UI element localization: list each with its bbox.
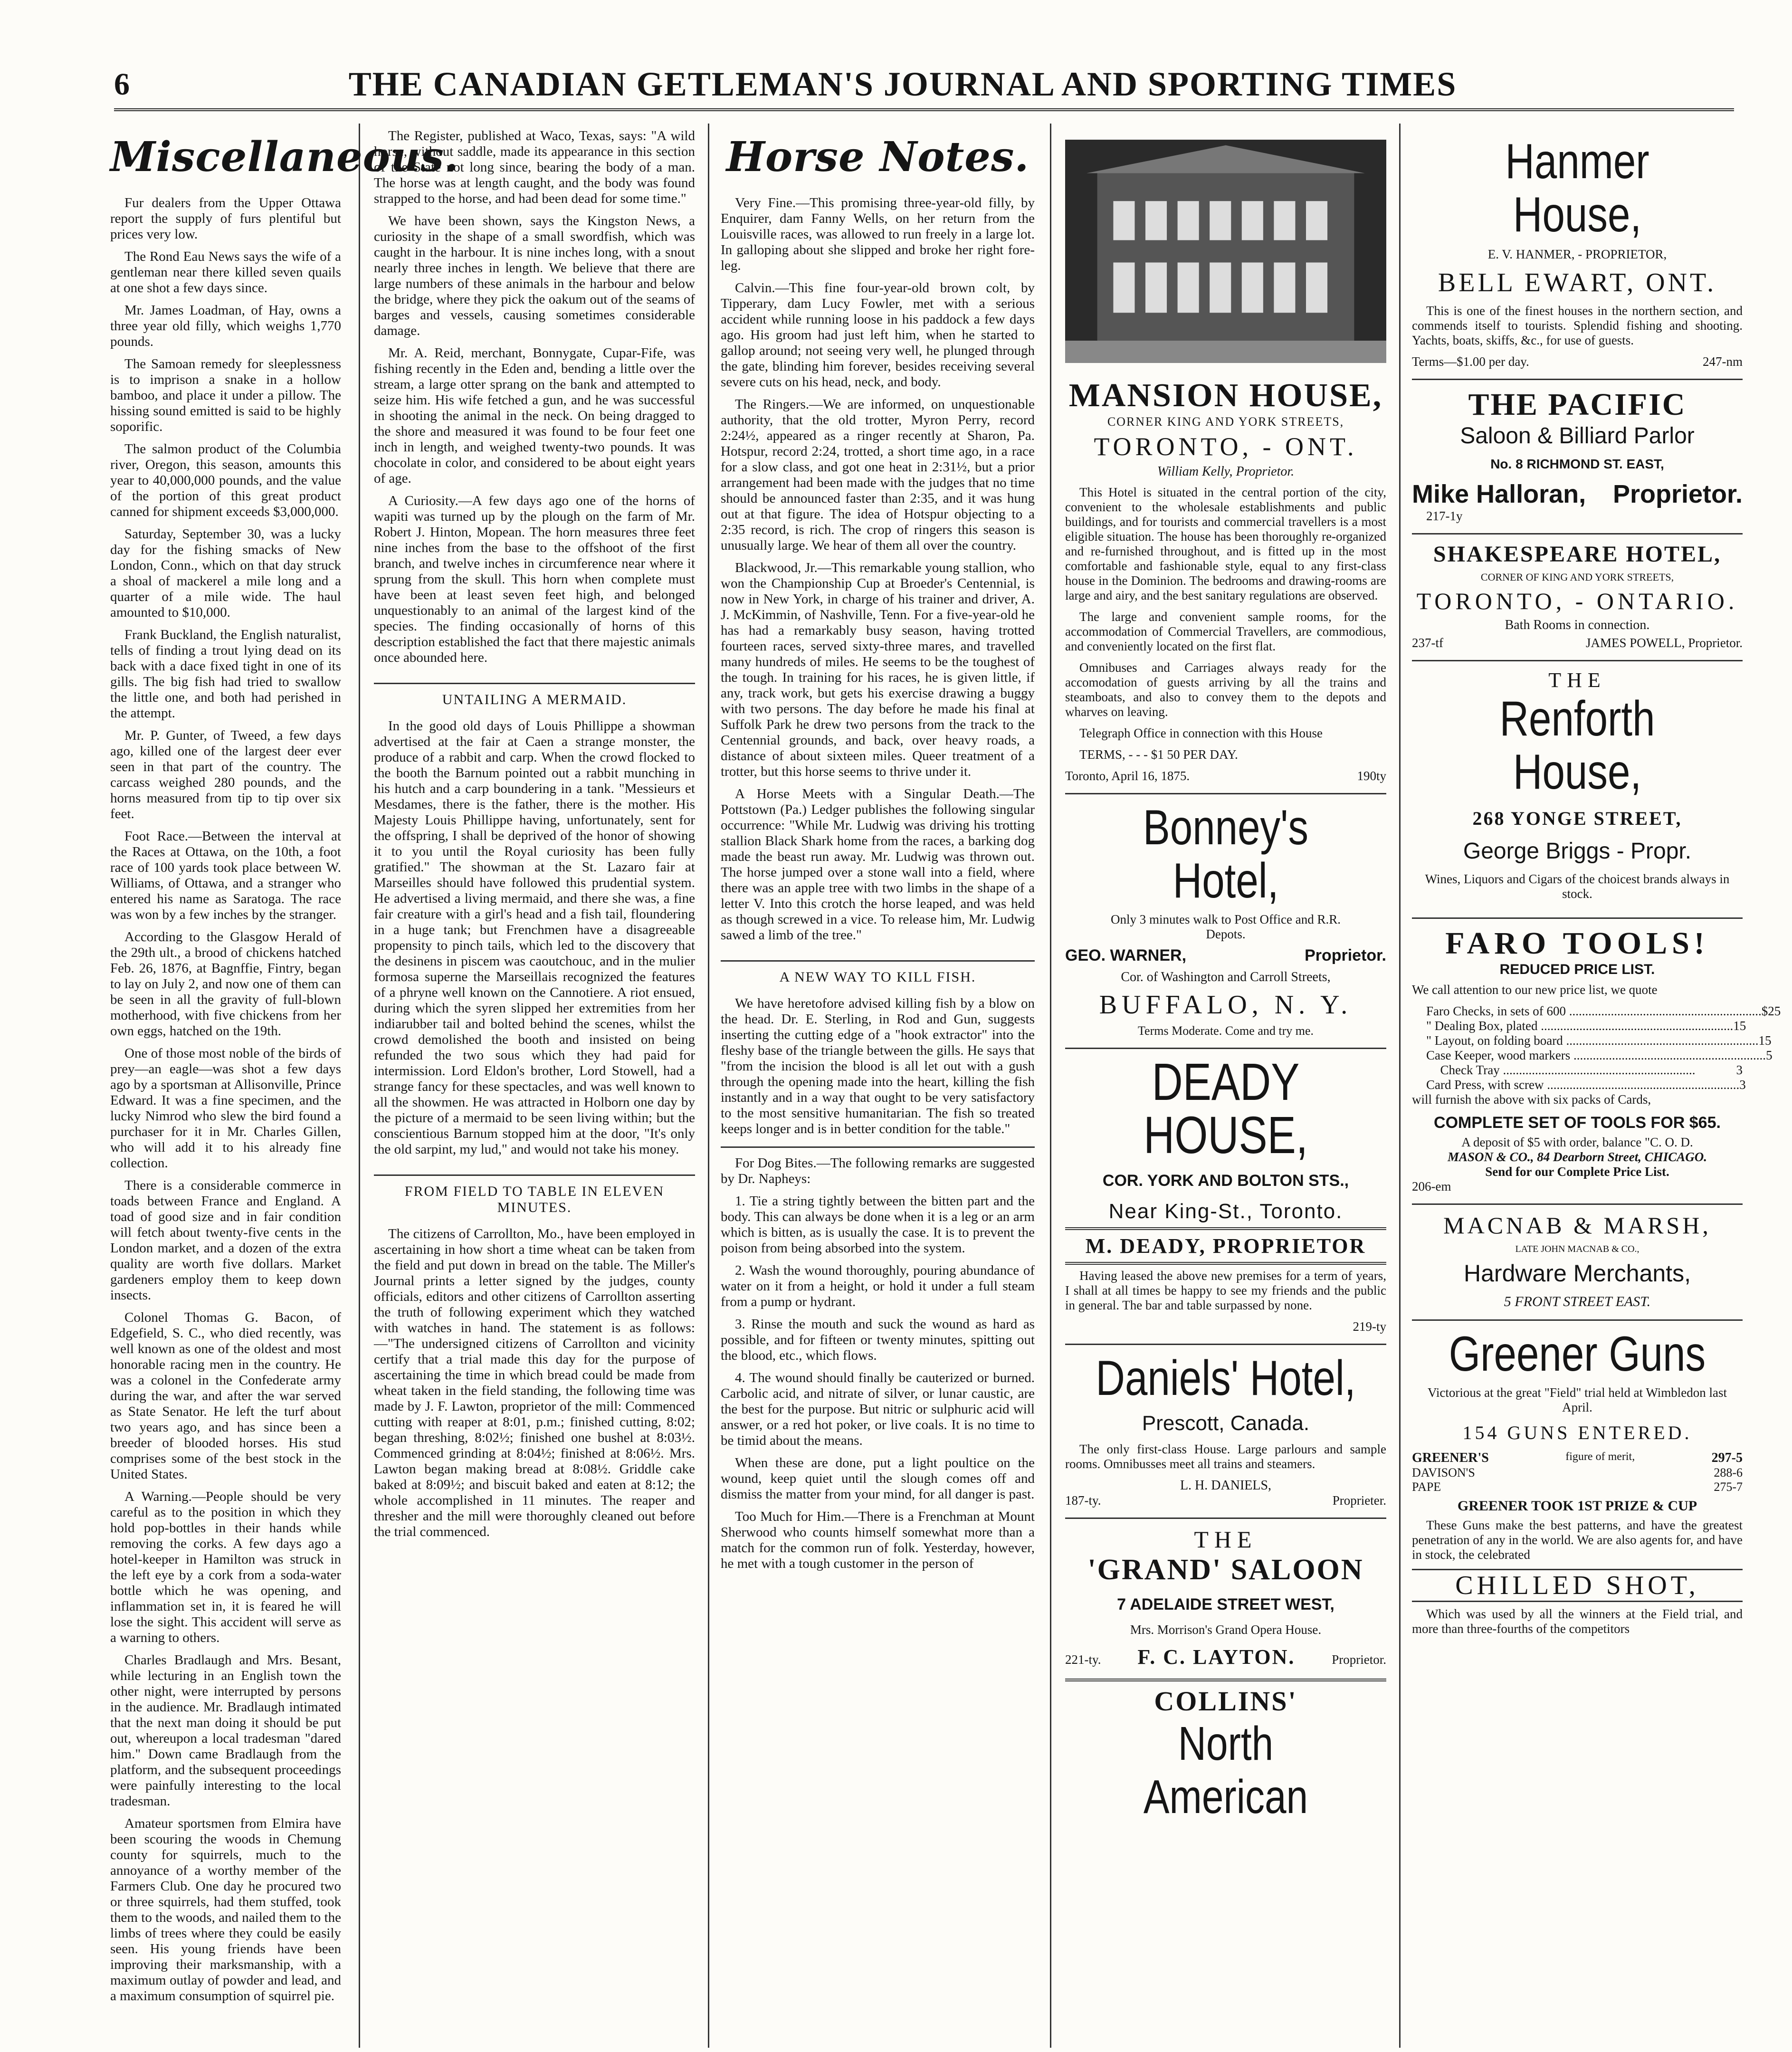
article-paragraph: For Dog Bites.—The following remarks are suggested by Dr. Napheys: — [721, 1155, 1035, 1186]
price-row — [1426, 1033, 1772, 1048]
price-row — [1426, 1019, 1746, 1033]
article-paragraph: 1. Tie a string tightly between the bitten part and the body. This can always be done when it is a leg or an arm which is bitten, as is usually the case. It is to prevent the poison from being absorbed into the system. — [721, 1193, 1035, 1256]
ad-address: CORNER OF KING AND YORK STREETS, — [1480, 571, 1674, 583]
ad-owner: F. C. LAYTON. — [1137, 1645, 1296, 1669]
ad-body: These Guns make the best patterns, and have the greatest penetration of any in the world. We are also agents for, and have in stock, the celebrated — [1412, 1518, 1743, 1562]
column-divider — [1050, 124, 1051, 2048]
ad-title: FARO TOOLS! — [1445, 926, 1709, 961]
ad-code: 190ty — [1357, 769, 1386, 783]
article-paragraph: 2. Wash the wound thoroughly, pouring abundance of water on it from a height, or hold it under a full steam from a pump or hydrant. — [721, 1263, 1035, 1309]
article-paragraph: Colonel Thomas G. Bacon, of Edgefield, S. C., who died recently, was well known as one of the oldest and most honorable racing men in the country. He was a colonel in the Confederate army during the war, and after the war served as State Senator. He left the turf about two years ago, and has since been a breeder of blooded horses. His stud comprises some of the best stock in the United States. — [110, 1310, 341, 1482]
article-list — [721, 195, 1035, 943]
ad-city: TORONTO, - ONT. — [1094, 432, 1358, 461]
article-paragraph: Fur dealers from the Upper Ottawa report the supply of furs plentiful but prices very low. — [110, 195, 341, 242]
ad-faro-tools — [1412, 919, 1781, 1205]
result-score: 297-5 — [1711, 1451, 1743, 1465]
article-paragraph: The citizens of Carrollton, Mo., have been employed in ascertaining in how short a time wheat can be taken from the field and put down in bread on the table. The Miller's Journal prints a letter signed by the judges, county officials, editors and other citizens of Carrollton asserting the truth of following experiment which they watched with watches in hand. The statement is as follows: —"The undersigned citizens of Carrollton and vicinity certify that a trial made this day for the purpose of ascertaining the time in which bread could be made from wheat taken in the field standing, the following time was made by J. F. Lawton, proprietor of the mill: Commenced cutting with reaper at 8:01, p.m.; finished cutting, 8:02; began threshing, 8:02½; finished one bushel at 8:03½. Commenced grinding at 8:04½; finished at 8:06½. Mrs. Lawton began making bread at 8:08½. Griddle cake baked at 8:09½; and biscuit baked and eaten at 8:12; the whole accomplished in 11 minutes. The reaper and thresher and the mill were thoroughly cleaned out before the trial commenced. — [374, 1226, 695, 1539]
article-paragraph: Very Fine.—This promising three-year-old filly, by Enquirer, dam Fanny Wells, on her return from the Louisville races, was allowed to run freely in a large lot. In galloping about she slipped and broke her right fore-leg. — [721, 195, 1035, 273]
article-paragraph: 3. Rinse the mouth and suck the wound as hard as possible, and for fifteen or twenty minutes, spitting out the blood, etc., which flows. — [721, 1317, 1035, 1363]
ad-code: 247-nm — [1703, 354, 1743, 369]
ad-body: will furnish the above with six packs of Cards, — [1412, 1092, 1651, 1107]
price-row — [1426, 1048, 1773, 1063]
ad-daniels-hotel — [1065, 1345, 1386, 1519]
ad-the-pacific — [1412, 380, 1743, 534]
ad-title: DEADY HOUSE, — [1144, 1053, 1308, 1164]
ad-address: 5 FRONT STREET EAST. — [1504, 1294, 1651, 1309]
ad-code: 237-tf — [1412, 636, 1443, 650]
article-subheading: FROM FIELD TO TABLE IN ELEVEN MINUTES. — [374, 1174, 695, 1216]
result-note: figure of merit, — [1565, 1451, 1635, 1463]
ad-mansion-house — [1065, 128, 1386, 794]
article-paragraph: In the good old days of Louis Phillippe a showman advertised at the fair at Caen a strange monster, the produce of a rabbit and carp. When the crowd flocked to the booth the Barnum pointed out a rabbit munching in his hutch and a carp boundering in a tank. "Messieurs et Mesdames, there is the father, there is the mother. His Majesty Louis Phillippe having, unfortunately, sent for the offspring, I shall be deprived of the honor of showing it to you until the Royal curiosity has been fully gratified." The showman at the St. Lazaro fair at Marseilles should have followed this prudential system. He advertised a living mermaid, and there she was, a fine fair creature with a girl's head and a fish tail, floundering in a huge tank; but Frenchmen have a disagreeable propensity to pinch tails, which led to the discovery that the desinens in piscem was caoutchouc, and in the mulier formosa superne the Marseillais recognized the features of a phryne well known on the Cannotiere. A riot ensued, during which the syren slipped her extremities from her indiarubber tail and bolted behind the scenes, whilst the crowd demolished the booth and insisted on being refunded the two sous which they had paid for intermission. Lord Eldon's brother, Lord Stowell, had a strange fancy for these spectacles, and was well known to all the showmen. He was attracted in Holborn one day by the picture of a mermaid to be seen living within; but the conscientious Barnum stopped him at the door, "It's only the old sarpint, my lud," and would not take his money. — [374, 718, 695, 1157]
column-articles — [363, 128, 705, 2048]
ad-owner: Mike Halloran, — [1412, 480, 1586, 508]
ad-title: Greener Guns — [1449, 1327, 1706, 1382]
ad-body: We call attention to our new price list, we quote — [1412, 983, 1658, 997]
ad-owner: L. H. DANIELS, — [1180, 1478, 1272, 1493]
ad-proprietor: William Kelly, Proprietor. — [1157, 464, 1295, 479]
ad-address: MASON & CO., 84 Dearborn Street, CHICAGO. — [1447, 1150, 1707, 1164]
divider — [721, 1146, 1035, 1148]
ad-role: Proprietor. — [1305, 946, 1386, 964]
result-name: DAVISON'S — [1412, 1466, 1475, 1479]
ad-code: 206-em — [1412, 1179, 1451, 1193]
article-paragraph: The salmon product of the Columbia river, Oregon, this season, amounts this year to 40,000,000 pounds, and the value of the portion of this great product canned for shipment exceeds $3,000,000. — [110, 441, 341, 519]
ad-grand-saloon — [1065, 1519, 1386, 1833]
article-paragraph: Frank Buckland, the English naturalist, tells of finding a trout lying dead on its back with a dace fixed tight in one of its gills. The big fish had tried to swallow the little one, and both had perished in the attempt. — [110, 627, 341, 721]
ad-role: Proprieter. — [1332, 1493, 1386, 1508]
price-value: $25 — [1761, 1004, 1781, 1018]
ad-late: LATE JOHN MACNAB & CO., — [1515, 1244, 1639, 1254]
ad-body: The only first-class House. Large parlours and sample rooms. Omnibusses meet all trains and steamers. — [1065, 1442, 1386, 1471]
column-hotel-ads — [1055, 128, 1397, 2048]
ad-address: Cor. of Washington and Carroll Streets, — [1121, 970, 1331, 984]
section-heading: Horse Notes. — [726, 133, 1029, 181]
price-value: 5 — [1766, 1048, 1773, 1062]
ad-body: Victorious at the great "Field" trial held at Wimbledon last April. — [1428, 1385, 1727, 1414]
article-list — [721, 996, 1035, 1137]
article-paragraph: We have been shown, says the Kingston News, a curiosity in the shape of a small swordfish, which was caught in the harbour. It is nine inches long, with a snout nearly three inches in length. We believe that there are large numbers of these animals in the harbour and below the bridge, where they pick the oakum out of the seams of barges and vessels, causing sometimes considerable damage. — [374, 213, 695, 338]
ad-trade: Hardware Merchants, — [1464, 1260, 1691, 1287]
price-value: 15 — [1733, 1019, 1746, 1033]
ad-role: Proprietor. — [1612, 480, 1743, 508]
article-paragraph: A Horse Meets with a Singular Death.—The Pottstown (Pa.) Ledger publishes the following singular occurrence: "While Mr. Ludwig was driving his trotting stallion Black Shark home from the races, a barking dog made the beast run away. Mr. Ludwig was thrown out. The horse jumped over a stone wall into a field, where there was an apple tree with two limbs in the shape of a letter V. Into this crotch the horse leaped, and was held as though screwed in a vice. To release him, Mr. Ludwig sawed a limb of the tree." — [721, 786, 1035, 943]
price-item: Case Keeper, wood markers ............................................................ — [1426, 1048, 1766, 1062]
article-paragraph: According to the Glasgow Herald of the 29th ult., a brood of chickens hatched Feb. 26, 1876, at Bagnffie, Fintry, began to lay on July 2, and now one of them can be seen in all the gravity of full-blown motherhood, with five chickens from her own eggs, hatched on the 19th. — [110, 929, 341, 1039]
ad-prefix: THE — [1194, 1526, 1258, 1553]
article-paragraph: A Curiosity.—A few days ago one of the horns of wapiti was turned up by the plough on the farm of Mr. Robert J. Hinton, Mopean. The horn measures three feet nine inches from the base to the offshoot of the first branch, and twelve inches in circumference near where it sprung from the skull. This horn when complete must have been at least seven feet high, and belonged unquestionably to an animal of the largest kind of the species. The finding occasionally of horns of this description established the fact that there majestic animals once abounded here. — [374, 493, 695, 665]
ad-title: Bonney's Hotel, — [1143, 800, 1309, 908]
article-paragraph: When these are done, put a light poultice on the wound, keep quiet until the slough comes off and dismiss the matter from your mind, for all danger is past. — [721, 1455, 1035, 1502]
ad-offer: COMPLETE SET OF TOOLS FOR $65. — [1434, 1114, 1721, 1132]
ad-proprietor: M. DEADY, PROPRIETOR — [1085, 1234, 1366, 1258]
divider — [1065, 1679, 1386, 1681]
ad-deposit: A deposit of $5 with order, balance "C. O. D. — [1461, 1135, 1693, 1149]
ad-subtitle: Saloon & Billiard Parlor — [1460, 423, 1695, 449]
article-paragraph: Mr. James Loadman, of Hay, owns a three year old filly, which weighs 1,770 pounds. — [110, 303, 341, 349]
ad-city: TORONTO, - ONTARIO. — [1416, 588, 1738, 614]
ad-title: 'GRAND' SALOON — [1087, 1554, 1364, 1586]
divider — [1065, 1262, 1386, 1265]
ad-terms: TERMS, - - - $1 50 PER DAY. — [1079, 747, 1238, 762]
ad-title: COLLINS' — [1154, 1686, 1297, 1717]
price-item: " Dealing Box, plated ............................................................ — [1426, 1019, 1734, 1033]
ad-address: No. 8 RICHMOND ST. EAST, — [1490, 457, 1664, 471]
price-value: 15 — [1758, 1033, 1772, 1048]
result-name: PAPE — [1412, 1480, 1441, 1494]
ad-owner: George Briggs - Propr. — [1463, 839, 1692, 864]
page-header — [43, 57, 1763, 114]
ad-owner: JAMES POWELL, Proprietor. — [1586, 636, 1743, 650]
ad-address: CORNER KING AND YORK STREETS, — [1107, 415, 1344, 429]
ad-subtitle: REDUCED PRICE LIST. — [1499, 962, 1655, 977]
ad-code: 217-1y — [1426, 509, 1463, 523]
ad-title: Daniels' Hotel, — [1096, 1351, 1356, 1406]
page-number: 6 — [114, 67, 130, 102]
article-paragraph: 4. The wound should finally be cauterized or burned. Carbolic acid, and nitrate of silver, or lunar caustic, are the best for the purpose. But nitric or sulphuric acid will answer, or a red hot poker, or live coals. It is no time to be timid about the means. — [721, 1370, 1035, 1448]
ad-code: 219-ty — [1353, 1319, 1386, 1334]
article-paragraph: Calvin.—This fine four-year-old brown colt, by Tipperary, dam Lucy Fowler, met with a serious accident while running loose in his paddock a few days ago. His groom had just left him, when he started to gallop around; not seeing very well, he plunged through the gate, blinding him forever, besides receiving several severe cuts on his head, neck, and body. — [721, 280, 1035, 390]
article-paragraph: The Ringers.—We are informed, on unquestionable authority, that the old trotter, Myron Perry, record 2:24½, appeared as a ringer recently at Sharon, Pa. Hotspur, record 2:24, trotted, a short time ago, in a race for a slow class, and got one heat in 2:31½, but a prior arrangement had been made with the judges that no time should be announced faster than 2:35, and it was hung out at that figure. The idea of Hotspur objecting to a 2:35 record, is rich. The crop of ringers this season is unusually large. We hear of them all over the country. — [721, 397, 1035, 553]
price-list — [1412, 1004, 1781, 1092]
ad-owner: E. V. HANMER, - PROPRIETOR, — [1487, 247, 1667, 261]
ad-bath: Bath Rooms in connection. — [1505, 618, 1650, 632]
ad-near: Mrs. Morrison's Grand Opera House. — [1130, 1623, 1322, 1637]
article-paragraph: The Register, published at Waco, Texas, says: "A wild horse, without saddle, made its appearance in this section of the State not long since, bearing the body of a man. The horse was at length caught, and the body was found strapped to the horse, and had been dead for some time." — [374, 128, 695, 206]
price-item: Check Tray ............................................................ — [1440, 1063, 1696, 1077]
ad-hanmer-house — [1412, 128, 1743, 380]
price-row — [1426, 1078, 1746, 1092]
article-list — [374, 1226, 695, 1540]
ad-entered: 154 GUNS ENTERED. — [1462, 1422, 1692, 1443]
article-paragraph: Mr. P. Gunter, of Tweed, a few days ago, killed one of the largest deer ever seen in that part of the country. The carcass weighed 280 pounds, and the horns measured from tip to tip over six feet. — [110, 728, 341, 821]
masthead-title: THE CANADIAN GETLEMAN'S JOURNAL AND SPORTING TIMES — [348, 65, 1457, 103]
article-paragraph: We have heretofore advised killing fish by a blow on the head. Dr. E. Sterling, in Rod and Gun, suggests inserting the cutting edge of a "hook extractor" into the fleshy base of the triangle between the gills. He says that "from the incision the blood is all let out with a gush through the opening made into the heart, killing the fish instantly and in a way that ought to be very satisfactory to the most sensitive humanitarian. The fish so treated keeps longer and is in better condition for the table." — [721, 996, 1035, 1136]
ad-shakespeare-hotel — [1412, 534, 1743, 661]
price-value: 3 — [1739, 1078, 1746, 1092]
article-paragraph: Too Much for Him.—There is a Frenchman at Mount Sherwood who counts himself somewhat more than a match for the common run of folk. Yesterday, however, he met with a tough customer in the person of — [721, 1509, 1035, 1571]
column-divider — [708, 124, 709, 2048]
ad-renforth-house — [1412, 661, 1743, 919]
ad-terms: Terms Moderate. Come and try me. — [1137, 1024, 1314, 1038]
ad-role: Proprietor. — [1332, 1652, 1386, 1667]
ad-prefix: THE — [1548, 668, 1606, 692]
ad-body: Omnibuses and Carriages always ready for the accomodation of guests arriving by all the trains and steamboats, and also to convey them to the depots and wharves on leaving. — [1065, 660, 1386, 719]
result-name: GREENER'S — [1412, 1451, 1489, 1465]
article-subheading: A NEW WAY TO KILL FISH. — [721, 960, 1035, 985]
article-paragraph: The Rond Eau News says the wife of a gentleman near there killed seven quails at one shot a few days since. — [110, 249, 341, 296]
price-item: Card Press, with screw ............................................................ — [1426, 1078, 1740, 1092]
article-list — [721, 1155, 1035, 1572]
ad-body: Which was used by all the winners at the Field trial, and more than three-fourths of the competitors — [1412, 1607, 1743, 1636]
ad-telegraph: Telegraph Office in connection with this House — [1079, 726, 1323, 740]
article-list — [374, 718, 695, 1157]
article-paragraph: Blackwood, Jr.—This remarkable young stallion, who won the Championship Cup at Broeder's Centennial, is now in New York, in charge of his trainer and driver, A. J. McKimmin, of Nashville, Tenn. For a five-year-old he has had a remarkably busy season, having trotted fourteen races, served sixty-three mares, and travelled many hundreds of miles. He seems to be the toughest of the tough. In training for his races, he is given little, if any, track work, but gets his exercise drawing a buggy with two persons. The day before he made his final at Suffolk Park he drew two persons from the track to the Centennial grounds, and back, over heavy roads, a distance of about sixteen miles. Queer treatment of a trotter, but this horse seems to thrive under it. — [721, 560, 1035, 779]
article-subheading: UNTAILING A MERMAID. — [374, 683, 695, 708]
ad-product: CHILLED SHOT, — [1412, 1569, 1743, 1602]
ad-body: Having leased the above new premises for a term of years, I shall at all times be happy to see my friends and the public in general. The bar and table surpassed by none. — [1065, 1269, 1386, 1312]
ad-prize: GREENER TOOK 1ST PRIZE & CUP — [1457, 1498, 1697, 1514]
result-score: 275-7 — [1714, 1480, 1743, 1494]
article-paragraph: Foot Race.—Between the interval at the Races at Ottawa, on the 10th, a foot race of 100 yards took place between W. Williams, of Ottawa, and a stranger who entered his name as Saratoga. The race was won by a few inches by the stranger. — [110, 829, 341, 922]
ad-title: THE PACIFIC — [1468, 387, 1687, 422]
ad-code: 187-ty. — [1065, 1493, 1101, 1508]
ad-macnab-marsh — [1412, 1205, 1743, 1321]
price-row — [1426, 1004, 1781, 1019]
ad-body: Only 3 minutes walk to Post Office and R.R. Depots. — [1111, 912, 1341, 941]
ad-address: 268 YONGE STREET, — [1472, 808, 1682, 829]
ad-body: The large and convenient sample rooms, for the accommodation of Commercial Travellers, are commodious, and conveniently located on the first flat. — [1065, 610, 1386, 653]
ad-owner: GEO. WARNER, — [1065, 946, 1187, 964]
ad-greener-guns — [1412, 1321, 1743, 1652]
article-paragraph: There is a considerable commerce in toads between France and England. A toad of good size and in fair condition will fetch about twenty-five cents in the London market, and a dozen of the extra quality are worth five dollars. Market gardeners employ them to keep down insects. — [110, 1178, 341, 1303]
price-item: Faro Checks, in sets of 600 ............................................................ — [1426, 1004, 1762, 1018]
article-paragraph: A Warning.—People should be very careful as to the position in which they hold pop-bottles in their hands while removing the corks. A few days ago a hotel-keeper in Hamilton was struck in the left eye by a cork from a soda-water bottle which he was opening, and inflammation set in, it is feared he will lose the sight. This accident will serve as a warning to others. — [110, 1489, 341, 1645]
article-paragraph: The Samoan remedy for sleeplessness is to imprison a snake in a hollow bamboo, and place it under a pillow. The hissing sound emitted is said to be highly soporific. — [110, 356, 341, 434]
ad-city: Prescott, Canada. — [1142, 1412, 1310, 1435]
ad-title: SHAKESPEARE HOTEL, — [1433, 542, 1722, 567]
ad-title: MANSION HOUSE, — [1068, 377, 1383, 414]
article-paragraph: Mr. A. Reid, merchant, Bonnygate, Cupar-Fife, was fishing recently in the Eden and, bending a little over the stream, a large otter sprang on the bank and attempted to seize him. His wife fetched a gun, and he was successful in shooting the animal in the neck. On being dragged to the shore and measured it was found to be four feet one inch in length, and weighed twenty-two pounds. It was chocolate in color, and considered to be about eight years of age. — [374, 345, 695, 486]
article-list — [110, 195, 341, 2004]
building-engraving-icon — [1065, 140, 1386, 363]
ad-subtitle: North American — [1143, 1717, 1308, 1823]
ad-body: This Hotel is situated in the central portion of the city, convenient to the wholesale establishments and public buildings, and for tourists and commercial travellers is a most eligible situation. The house has been thoroughly re-organized and re-furnished throughout, and is fitted up in the most comfortable and fashionable style, equal to any first-class house in the Dominion. The bedrooms and drawing-rooms are large and airy, and the best sanitary regulations are observed. — [1065, 485, 1386, 602]
article-paragraph: Charles Bradlaugh and Mrs. Besant, while lecturing in an English town the other night, were interrupted by persons in the audience. Mr. Bradlaugh intimated that the next man doing it should be put out, whereupon a local tradesman "dared him." Down came Bradlaugh from the platform, and the subsequent proceedings were painfully interesting to the local tradesman. — [110, 1652, 341, 1809]
article-paragraph: Saturday, September 30, was a lucky day for the fishing smacks of New London, Conn., which on that day struck a shoal of mackerel a mile long and a quarter of a mile wide. The haul amounted to $10,000. — [110, 526, 341, 620]
ad-body: This is one of the finest houses in the northern section, and commends itself to tourists. Splendid fishing and shooting. Yachts, boats, skiffs, &c., for use of guests. — [1412, 304, 1743, 347]
column-horse-notes — [710, 128, 1045, 2048]
ad-title: MACNAB & MARSH, — [1443, 1212, 1711, 1239]
ad-bonneys-hotel — [1065, 794, 1386, 1049]
header-rule — [114, 108, 1734, 111]
ad-title: Hanmer House, — [1505, 134, 1649, 242]
result-score: 288-6 — [1714, 1466, 1743, 1479]
ad-city: BUFFALO, N. Y. — [1099, 990, 1353, 1020]
section-heading: Miscellaneous. — [110, 133, 459, 181]
price-value: 3 — [1736, 1063, 1743, 1077]
ad-send: Send for our Complete Price List. — [1485, 1164, 1669, 1179]
article-paragraph: One of those most noble of the birds of prey—an eagle—was shot a few days ago by a sportsman at Allisonville, Prince Edward. It was a fine specimen, and the lucky Nimrod who slew the bird found a purchaser for it in Mr. Charles Gillen, who will add it to his already fine collection. — [110, 1046, 341, 1171]
price-item: " Layout, on folding board ............................................................ — [1426, 1033, 1759, 1048]
ad-body: Wines, Liquors and Cigars of the choicest brands always in stock. — [1425, 872, 1730, 901]
column-divider — [1399, 124, 1401, 2048]
article-paragraph: Amateur sportsmen from Elmira have been scouring the woods in Chemung county for squirrels, much to the annoyance of a worthy member of the Farmers Club. One day he procured two or three squirrels, had them stuffed, took them to the woods, and nailed them to the limbs of trees where they could be easily seen. His young friends have been improving their marksmanship, with a maximum outlay of powder and lead, and a maximum consumption of squirrel pie. — [110, 1816, 341, 2004]
ad-city: BELL EWART, ONT. — [1438, 268, 1717, 297]
ad-code: 221-ty. — [1065, 1652, 1101, 1667]
ad-near: Near King-St., Toronto. — [1108, 1200, 1343, 1223]
article-list — [374, 128, 695, 666]
ad-address: 7 ADELAIDE STREET WEST, — [1117, 1595, 1334, 1613]
ad-terms: Terms—$1.00 per day. — [1412, 354, 1529, 369]
price-row — [1426, 1063, 1743, 1078]
column-divider — [359, 124, 360, 2048]
column-business-ads — [1401, 128, 1781, 2048]
divider — [1065, 1227, 1386, 1230]
ad-date: Toronto, April 16, 1875. — [1065, 769, 1190, 783]
column-miscellaneous — [100, 128, 459, 2048]
ad-address: COR. YORK AND BOLTON STS., — [1102, 1172, 1349, 1190]
ad-title: Renforth House, — [1499, 691, 1655, 800]
ad-deady-house — [1065, 1049, 1386, 1345]
